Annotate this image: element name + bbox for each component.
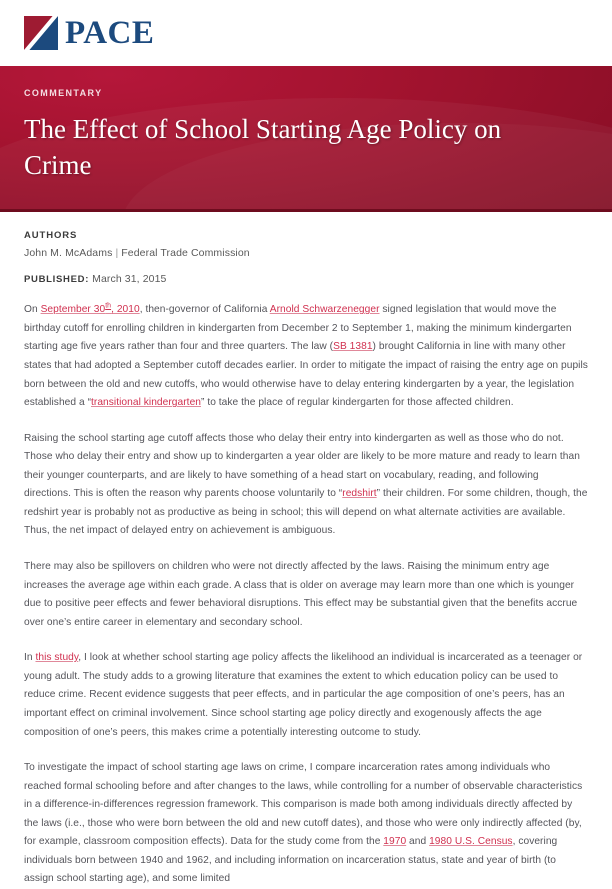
author-affiliation: Federal Trade Commission	[121, 247, 250, 260]
pace-wordmark: PACE	[65, 14, 155, 51]
article-body	[0, 285, 612, 889]
p2-text-a: Raising the school starting age cutoff affects those who delay their entry into kindergarten as well as those who do not. Those who delay their entry and show up to kindergarten a year older are likely to be more mature and ready to learn than their younger counterparts, and are likely to have something of a head start on vocabulary, reading, and following directions. This is often the reason why parents choose voluntarily to “	[24, 432, 580, 500]
p1-text-d: ) brought California in line with many other states that had adopted a September cutoff decades earlier. In order to mitigate the impact of raising the entry age on pupils born between the old and new cutoffs, who would otherwise have to delay entering kindergarten by a year, the legislation established a “	[24, 341, 588, 409]
paragraph-3: There may also be spillovers on children who were not directly affected by the laws. Raising the minimum entry age increases the average age within each grade. A class that is older on average may learn more than one which is younger due to positive peer effects and fewer behavioral disruptions. This effect may be substantial given that the benefits accrue over one’s entire career in elementary and secondary school.	[24, 561, 578, 628]
author-separator: |	[115, 247, 119, 260]
p4-text-b: , I look at whether school starting age policy affects the likelihood an individual is incarcerated as a teenager or young adult. The study adds to a growing literature that examines the extent to which education policy can be used to reduce crime. Recent evidence suggests that peer effects, and in particular the age composition of one’s peers, has an important effect on criminal involvement. Since school starting age policy directly and exogenously affects the age composition of one’s peers, this makes crime a potentially interesting outcome to study.	[24, 652, 583, 738]
authors-label: AUTHORS	[24, 230, 78, 242]
paragraph-4	[24, 649, 588, 742]
paragraph-2	[24, 430, 588, 541]
authors-line	[24, 247, 588, 259]
p1-text-e: ” to take the place of regular kindergarten for those affected children.	[201, 397, 514, 409]
link-september-30-2010[interactable]	[41, 304, 140, 315]
link-transitional-kindergarten[interactable]: transitional kindergarten	[91, 397, 201, 409]
link-date-superscript: th	[105, 302, 112, 310]
p5-text-c: , covering individuals born between 1940 and 1962, and including information on incarceration status, state and year of birth (to assign school starting age), and some limited	[24, 836, 558, 885]
link-date-year: , 2010	[111, 304, 140, 316]
published-line	[24, 273, 588, 285]
content-type-label: COMMENTARY	[24, 88, 103, 98]
link-sb-1381[interactable]: SB 1381	[333, 341, 373, 353]
published-date: March 31, 2015	[92, 273, 167, 286]
link-1980-us-census[interactable]: 1980 U.S. Census	[429, 836, 513, 848]
p2-text-b: ” their children. For some children, though, the redshirt year is probably not as productive as being in school; this will depend on what alternate activities are available. Thus, the net impact of delayed entry on achievement is ambiguous.	[24, 488, 588, 537]
link-1970-census[interactable]: 1970	[383, 836, 407, 848]
site-header	[0, 0, 612, 66]
article-meta	[0, 212, 612, 285]
p1-text-a: On	[24, 304, 41, 316]
published-label: PUBLISHED:	[24, 274, 90, 286]
p4-text-a: In	[24, 652, 36, 664]
p1-text-b: , then-governor of California	[139, 304, 270, 316]
p5-text-b: and	[406, 836, 430, 848]
pace-logo-mark-icon	[24, 16, 58, 50]
p1-text-c: signed legislation that would move the birthday cutoff for enrolling children in kindergarten from December 2 to September 1, making the minimum kindergarten starting age five years rather than four and three quarters. The law (	[24, 304, 572, 353]
page-title: The Effect of School Starting Age Policy on Crime	[24, 114, 502, 180]
link-arnold-schwarzenegger[interactable]: Arnold Schwarzenegger	[269, 304, 380, 316]
title-banner	[0, 66, 612, 212]
link-this-study[interactable]: this study	[35, 652, 79, 664]
link-date-text: September 30	[40, 304, 106, 316]
p5-text-a: To investigate the impact of school starting age laws on crime, I compare incarceration rates among individuals who reached formal schooling before and after changes to the laws, while controlling for a number of observable characteristics in a difference-in-differences regression framework. This comparison is made both among individuals directly affected by the laws (i.e., those who were born between the old and new cutoff dates), and those who were only indirectly affected (by, for example, classroom composition effects). Data for the study come from the	[24, 762, 583, 848]
paragraph-5	[24, 759, 588, 889]
pace-logo[interactable]	[24, 16, 154, 50]
link-redshirt[interactable]: redshirt	[342, 488, 377, 500]
author-name: John M. McAdams	[24, 247, 113, 260]
paragraph-1	[24, 301, 588, 412]
